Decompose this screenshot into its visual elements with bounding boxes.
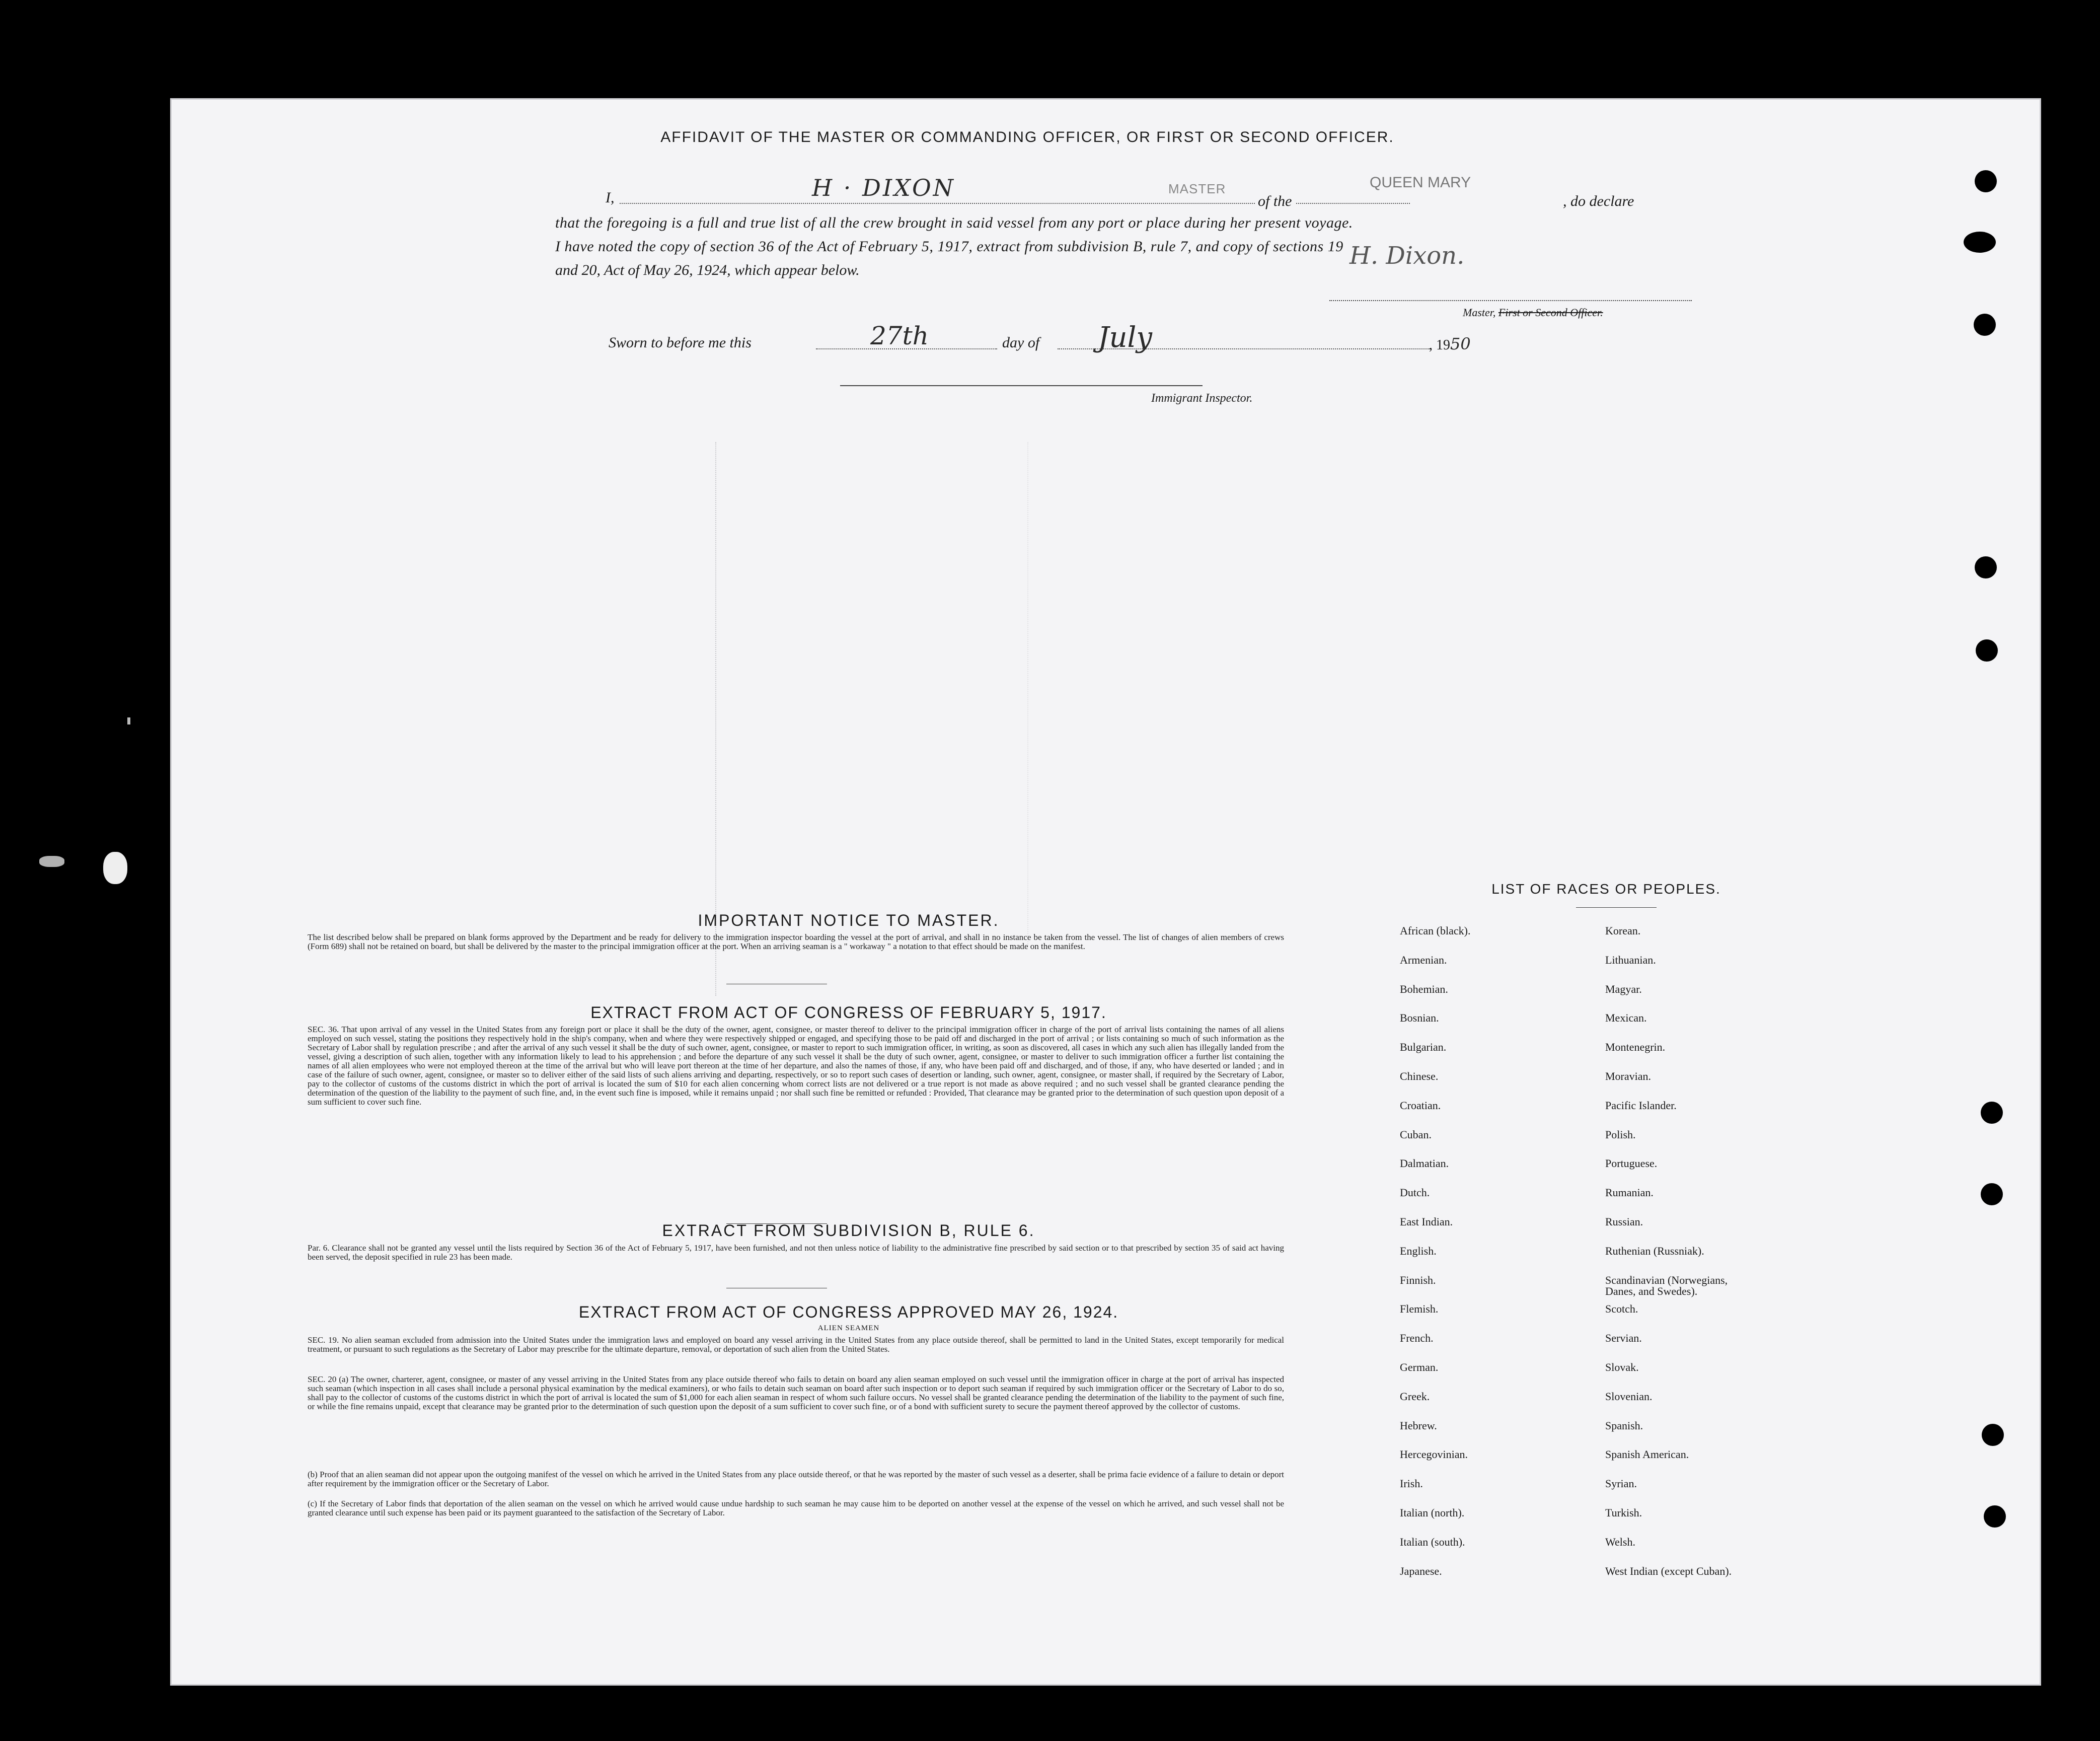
year-prefix: , 19 [1429,337,1450,353]
extract-rule6-title: EXTRACT FROM SUBDIVISION B, RULE 6. [662,1221,1035,1240]
faint-dot-column [1027,442,1029,946]
race-item: Italian (south). [1400,1535,1465,1548]
signature-caption-struck: First or Second Officer. [1498,306,1603,319]
race-item: German. [1400,1361,1439,1373]
race-item: Spanish American. [1605,1448,1689,1461]
extract-1917-text: SEC. 36. That upon arrival of any vessel in the United States from any foreign port or place it shall be the duty of the owner, agent, consignee, or master thereof to deliver to the principal immigration officer in charge of the port of arrival lists containing the names of all aliens employed on such vessel, stating the positions they respectively hold in the ship's company, when and where they were respectively shipped or engaged, and specifying those to be paid off and discharged in the port of arrival ; or lists containing so much of such information as the Secretary of Labor shall by regulation prescribe ; and after the arrival of any such vessel it shall be the duty of such owner, agent, consignee, or master to report to such immigration officer, in writing, as soon as discovered, all cases in which any such alien has illegally landed from the vessel, giving a description of such alien, together with any information likely to lead to his apprehension ; and before the departure of any such vessel it shall be the duty of such owner, agent, consignee, or master to deliver to such immigration officer a further list containing the names of all alien employees who were not employed thereon at the time of the arrival but who will leave port thereon at the time of her departure, and also the names of those, if any, who have been paid off and discharged, and of those, if any, who have deserted or landed ; and in case of the failure of such owner, agent, consignee, or master so to deliver either of the said lists of such aliens arriving and departing, respectively, or so to report such cases of desertion or landing, such owner, agent, consignee, or master shall, if required by the Secretary of Labor, pay to the collector of customs of the customs district in which the port of arrival is located the sum of $10 for each alien concerning whom correct lists are not delivered or a true report is not made as above required ; and no such vessel shall be granted clearance pending the determination of the question of the liability to the payment of such fine, and, in the event such fine is imposed, while it remains unpaid ; nor shall such fine be remitted or refunded : Provided, That clearance may be granted prior to the determination of such question upon deposit of a sum sufficient to cover such fine. [308,1025,1284,1107]
notice-text: The list described below shall be prepared on blank forms approved by the Department and be ready for delivery to the immigration inspector boarding the vessel at the port of arrival, and shall in no instance be taken from the vessel. The list of changes of alien members of crews (Form 689) shall not be retained on board, but shall be delivered by the master to the principal immigration officer at the port. When an arriving seaman is a " workaway " a notation to that effect should be made on the manifest. [308,932,1284,951]
punch-hole [1982,1424,2004,1446]
race-item: Korean. [1605,924,1641,937]
race-item: Chinese. [1400,1070,1439,1082]
race-item: Hebrew. [1400,1419,1437,1432]
race-item: Servian. [1605,1332,1642,1345]
race-item: Polish. [1605,1128,1636,1141]
race-item: Lithuanian. [1605,953,1656,966]
race-item: Bohemian. [1400,982,1448,995]
race-item: Welsh. [1605,1535,1635,1548]
race-item: West Indian (except Cuban). [1605,1564,1732,1577]
race-item: Flemish. [1400,1302,1439,1316]
sworn-day: 27th [870,321,929,350]
extract-1924-sec20a: SEC. 20 (a) The owner, charterer, agent, consignee, or master of any vessel arriving in the United States from any place outside thereof who fails to detain on board any alien seaman employed on such vessel until the immigration officer in charge at the port of arrival has inspected such seaman (which inspection in all cases shall include a personal physical examination by the medical examiners), or who fails to detain such seaman on board after such inspection or to deport such seaman if required by such immigration officer or the Secretary of Labor to do so, shall pay to the collector of customs of the customs district in which the port of arrival is located the sum of $1,000 for each alien seaman in respect of whom such failure occurs. No vessel shall be granted clearance pending the determination of the liability to the payment of such fine, or while the fine remains unpaid, except that clearance may be granted prior to the determination of such question upon the deposit of a sum sufficient to cover such fine, or of a bond with sufficient surety to secure the payment thereof approved by the collector of customs. [308,1374,1284,1411]
race-item: French. [1400,1332,1434,1345]
inspector-signature-line [840,385,1203,386]
race-item: Japanese. [1400,1564,1442,1577]
master-signature: H. Dixon. [1349,242,1465,270]
race-item: Portuguese. [1605,1157,1658,1170]
punch-hole [1975,170,1997,192]
punch-hole [1981,1183,2003,1205]
inspector-caption: Immigrant Inspector. [1151,392,1253,405]
signature-caption [1463,306,1603,319]
race-item: Spanish. [1605,1419,1643,1432]
race-item: Bosnian. [1400,1011,1439,1025]
punch-hole [1964,232,1996,253]
races-column-2 [1605,925,1887,1595]
master-name: H · DIXON [812,174,955,201]
race-item: Russian. [1605,1215,1643,1228]
race-item: Finnish. [1400,1273,1436,1286]
punch-hole [1984,1505,2006,1528]
race-item: English. [1400,1244,1437,1257]
extract-1924-sec20c: (c) If the Secretary of Labor finds that deportation of the alien seaman on the vessel on which he arrived would cause undue hardship to such seaman he may cause him to be deported on another vessel at the expense of the vessel on which he arrived, and such vessel shall not be granted clearance until such expense has been paid or its payment guaranteed to the satisfaction of the Secretary of Labor. [308,1499,1284,1517]
year-suffix: 50 [1450,334,1471,353]
race-item: Armenian. [1400,953,1447,966]
race-item: Mexican. [1605,1011,1647,1025]
affidavit-body-line3: and 20, Act of May 26, 1924, which appear below. [555,262,860,278]
signature-caption-master: Master, [1463,306,1496,319]
race-item: Scandinavian (Norwegians, Danes, and Swedes). [1605,1273,1728,1297]
extract-1924-title: EXTRACT FROM ACT OF CONGRESS APPROVED MAY 26, 1924. [578,1303,1119,1321]
day-of-label: day of [1002,334,1040,351]
rank-stamp: MASTER [1168,181,1226,196]
race-item: Turkish. [1605,1506,1642,1519]
scan-artifact [127,717,130,724]
divider [1576,907,1657,908]
race-item: Cuban. [1400,1128,1432,1141]
race-item: Syrian. [1605,1477,1637,1490]
race-item: Dalmatian. [1400,1157,1449,1170]
affidavit-body-line1: that the foregoing is a full and true list of all the crew brought in said vessel from any port or place during her present voyage. [555,214,1353,231]
extract-1924-subtitle: ALIEN SEAMEN [817,1324,880,1332]
punch-hole [1976,639,1998,662]
race-item: East Indian. [1400,1215,1453,1228]
vessel-stamp: QUEEN MARY [1370,174,1471,191]
race-item: Magyar. [1605,982,1642,995]
race-item: Croatian. [1400,1099,1441,1112]
race-item: African (black). [1400,924,1471,937]
of-the-label: of the [1255,193,1295,210]
punch-hole [1974,314,1996,336]
race-item: Slovenian. [1605,1390,1653,1403]
race-item: Moravian. [1605,1070,1652,1082]
form-page [170,98,2041,1686]
signature-line [1329,300,1692,301]
race-item: Rumanian. [1605,1186,1654,1199]
do-declare-label: , do declare [1561,193,1634,210]
races-title: LIST OF RACES OR PEOPLES. [1491,881,1721,897]
extract-1917-title: EXTRACT FROM ACT OF CONGRESS OF FEBRUARY 5, 1917. [590,1003,1107,1022]
race-item: Ruthenian (Russniak). [1605,1244,1704,1257]
extract-1924-sec20b: (b) Proof that an alien seaman did not appear upon the outgoing manifest of the vessel on which he arrived in the United States from any place outside thereof, or that he was reported by the master of such vessel as a deserter, shall be prima facie evidence of a failure to detain or deport after requirement by the immigration officer or the Secretary of Labor. [308,1470,1284,1488]
race-item: Montenegrin. [1605,1041,1666,1054]
affidavit-title: AFFIDAVIT OF THE MASTER OR COMMANDING OFFICER, OR FIRST OR SECOND OFFICER. [660,129,1394,146]
notice-title: IMPORTANT NOTICE TO MASTER. [698,911,1000,929]
race-item: Italian (north). [1400,1506,1465,1519]
race-item: Pacific Islander. [1605,1099,1677,1112]
race-item: Greek. [1400,1390,1430,1403]
affidavit-intro: I, [606,189,615,206]
punch-hole [1975,556,1997,578]
race-item: Scotch. [1605,1302,1638,1316]
race-item: Slovak. [1605,1361,1639,1373]
race-item: Irish. [1400,1477,1423,1490]
affidavit-body-line2: I have noted the copy of section 36 of the Act of February 5, 1917, extract from subdivision B, rule 7, and copy of sections 19 [555,238,1343,255]
race-item: Dutch. [1400,1186,1430,1199]
sworn-prefix: Sworn to before me this [609,334,752,351]
scan-artifact [39,856,64,867]
punch-hole [1981,1102,2003,1124]
extract-1924-sec19: SEC. 19. No alien seaman excluded from admission into the United States under the immigration laws and employed on board any vessel arriving in the United States from any place outside thereof, shall be permitted to land in the United States, except temporarily for medical treatment, or pursuant to such regulations as the Secretary of Labor may prescribe for the ultimate departure, removal, or deportation of such alien from the United States. [308,1335,1284,1354]
race-item: Hercegovinian. [1400,1448,1468,1461]
sworn-month: July [1098,321,1153,354]
extract-rule6-text: Par. 6. Clearance shall not be granted any vessel until the lists required by Section 36 of the Act of February 5, 1917, have been furnished, and not then unless notice of liability to the administrative fine prescribed by said section or to that prescribed by section 35 of said act having been served, the deposit specified in rule 23 has been made. [308,1243,1284,1262]
scan-artifact [103,852,127,884]
race-item: Bulgarian. [1400,1041,1447,1054]
sworn-year [1429,334,1471,353]
